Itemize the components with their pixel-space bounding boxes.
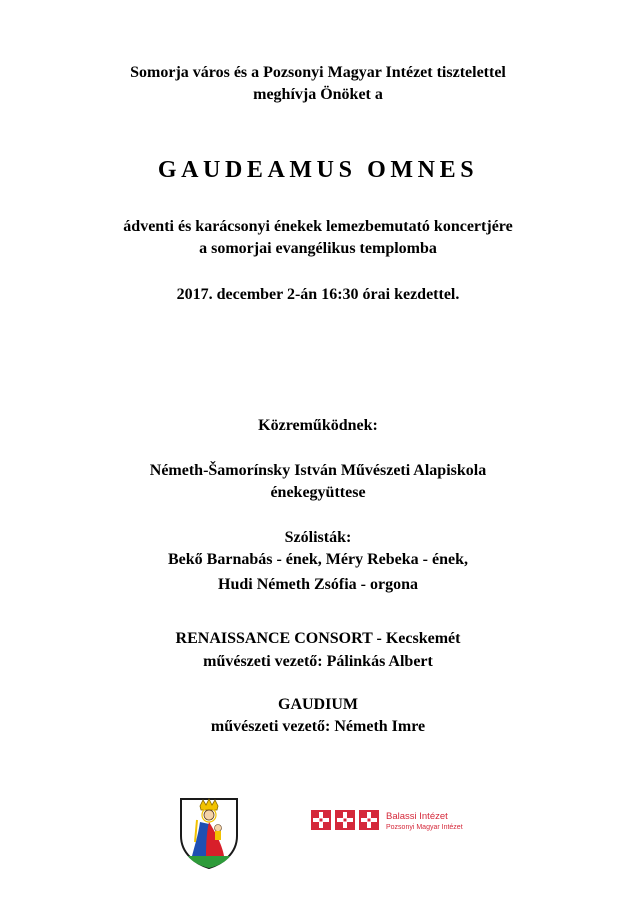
intro-line-2: meghívja Önöket a: [253, 86, 383, 103]
ensemble-2-name: GAUDIUM: [278, 696, 358, 713]
ensemble-2-director: művészeti vezető: Németh Imre: [210, 718, 426, 735]
balassi-name: Balassi Intézet: [386, 811, 448, 822]
soloists-line-2: Hudi Németh Zsófia - orgona: [218, 576, 418, 593]
intro-line-1: Somorja város és a Pozsonyi Magyar Intézet tisztelettel: [130, 64, 506, 81]
ensemble-1-director: művészeti vezető: Pálinkás Albert: [203, 653, 433, 670]
ensemble-1-name: RENAISSANCE CONSORT - Kecskemét: [175, 630, 461, 647]
date-time: 2017. december 2-án 16:30 órai kezdettel.: [176, 286, 460, 303]
performers-heading: Közreműködnek:: [258, 417, 378, 434]
description-line-1: ádventi és karácsonyi énekek lemezbemutató koncertjére: [123, 218, 513, 235]
balassi-intezet-logo-icon: [310, 809, 382, 831]
school-line-2: énekegyüttese: [270, 484, 366, 501]
school-line-1: Németh-Šamorínsky István Művészeti Alapiskola: [149, 462, 487, 479]
soloists-heading: Szólisták:: [284, 529, 352, 546]
coat-of-arms-icon: [178, 796, 240, 870]
soloists-line-1: Bekő Barnabás - ének, Méry Rebeka - ének,: [168, 551, 468, 568]
description-line-2: a somorjai evangélikus templomba: [199, 240, 437, 257]
concert-title: GAUDEAMUS OMNES: [157, 157, 479, 183]
balassi-subtitle: Pozsonyi Magyar Intézet: [386, 824, 463, 831]
